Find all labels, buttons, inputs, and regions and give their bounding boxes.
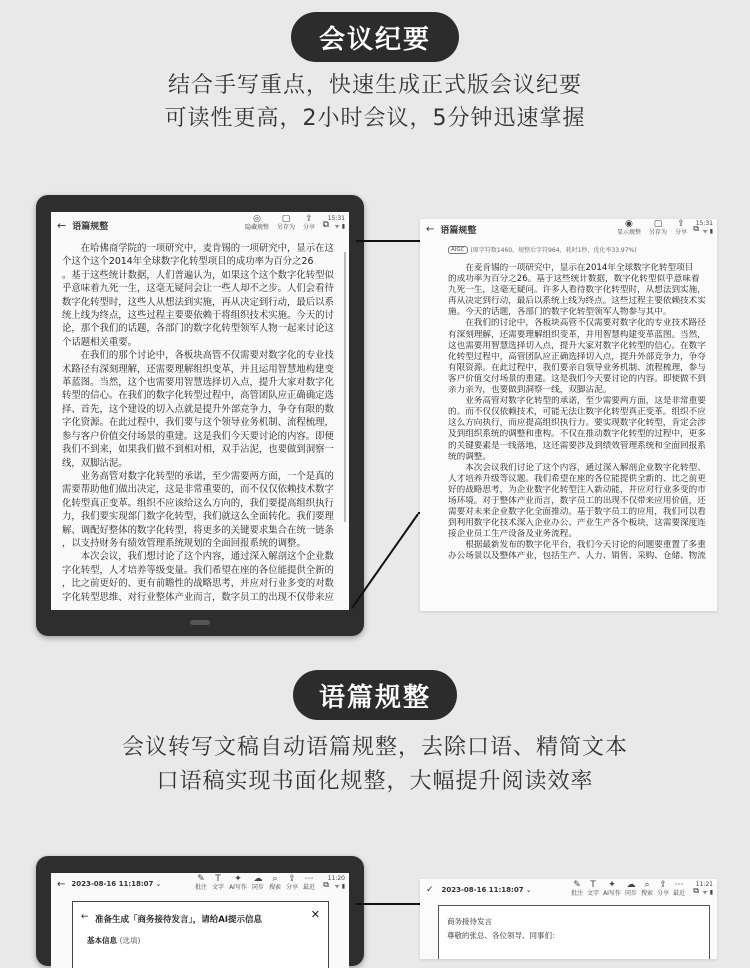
toolbar-label: 文字 <box>212 884 225 891</box>
section-subtitle: 口语稿实现书面化规整，大幅提升阅读效率 <box>156 769 594 794</box>
toolbar-label: AI写作 <box>229 884 247 891</box>
generated-result-panel <box>420 879 717 959</box>
share-icon: ⇪ <box>677 219 685 229</box>
save-icon: ▢ <box>653 219 663 229</box>
annotate-button[interactable] <box>195 874 207 892</box>
toolbar-label: 搜索 <box>268 884 281 891</box>
home-button[interactable] <box>190 620 210 625</box>
paragraph-line: 的关键要素是一线落地，这还需要涉及到绩效管理系统和全面回报系 <box>448 440 706 451</box>
chevron-down-icon[interactable]: ⌄ <box>525 886 532 894</box>
scrollbar[interactable] <box>344 252 346 522</box>
status-time: 11:20 ᯤ ▮ <box>327 875 345 890</box>
paragraph-line: 及到组织系统的调整和重构。不仅在推动数字化转型的过程中，更多 <box>448 429 706 440</box>
paragraph-line: 在哈佛商学院的一项研究中，麦肯锡的一项研究中，显示在这 <box>62 243 334 254</box>
device-screen <box>51 873 349 968</box>
paragraph-line: 好的战略思考，为企业数字化转型注入新动能，并应对行业多变的市 <box>448 484 706 495</box>
toolbar-label: 分享 <box>302 224 315 231</box>
generated-document <box>438 905 710 959</box>
paragraph-line: 我们不到来，如果我们做不到相对相，双手沾泥，也要做到洞察一 <box>62 444 334 456</box>
toolbar-label: 另存为 <box>276 224 295 231</box>
section-subtitle: 结合手写重点，快速生成正式版会议纪要 <box>167 73 582 98</box>
paragraph-line: 在我们的那个讨论中，各板块高管不仅需要对数字化的专业技 <box>62 350 334 362</box>
toolbar-label: 同步 <box>251 884 264 891</box>
check-icon[interactable]: ✓ <box>426 885 434 895</box>
text-icon: T <box>590 880 596 890</box>
paragraph-line: 办公场景以及整体产业，包括生产、人力、销售、采购、仓储、物流 <box>448 551 706 562</box>
app-toolbar <box>51 212 349 238</box>
paragraph-line: 。基于这些统计数据，人们普遍认为，如果这个这个数字化转型似 <box>62 269 334 281</box>
more-icon: ⋯ <box>674 880 684 890</box>
toolbar-label: 分享 <box>656 890 669 897</box>
share-button[interactable] <box>675 219 687 237</box>
recent-button[interactable] <box>303 874 315 892</box>
share-icon: ⇪ <box>305 214 313 224</box>
sync-button[interactable] <box>625 880 637 898</box>
optional-hint: (选填) <box>119 936 141 945</box>
paragraph-line: 解、调配好整体的数字化转型，将更多的关键要求集合在统一链条 <box>62 524 334 536</box>
ai-prompt-dialog <box>72 901 329 968</box>
note-date: 2023-08-16 11:18:07 <box>71 880 154 888</box>
paragraph-line: 术路径有深刻理解，还需要理解组织变革，并且运用智慧地构建变 <box>62 363 334 375</box>
paragraph-line: 本次会议我们讨论了这个内容，通过深入解剖企业数字化转型、 <box>448 462 706 473</box>
section-subtitle: 会议转写文稿自动语篇规整，去除口语、精简文本 <box>121 735 628 760</box>
paragraph-line: 这也需要用智慧选择切入点，提升大家对数字化转型的信心。在数字 <box>448 340 706 351</box>
connector-line <box>350 500 430 610</box>
paragraph-line: 统上线为终点，这些过程主要要依赖于将组织技术实施。今天的讨 <box>62 310 334 322</box>
paragraph-line: 化转型真正变革。组织不应该给这么方向的，我们要提高组织执行 <box>62 497 334 509</box>
text-icon: T <box>215 874 221 884</box>
e-reader-device <box>36 856 364 966</box>
search-button[interactable] <box>641 880 653 898</box>
paragraph-line: 场环境。对于整体产业而言，数字员工的出现不仅带来应用价值，还 <box>448 495 706 506</box>
back-arrow-icon[interactable]: ← <box>426 223 435 235</box>
paragraph-line: ，以支持财务有绩效管理系统规划的全面回报系统的调整。 <box>62 537 306 549</box>
paragraph-line: 化转型过程中，高管团队应正确选择切入点，提升外部竞争力，争夺 <box>448 351 706 362</box>
document-body <box>62 242 338 608</box>
annotate-button[interactable] <box>571 880 583 898</box>
paragraph-line: 论，那个我们的话题，各部门的数字化转型领军人物一起来讨论这 <box>62 323 334 335</box>
dialog-title: 准备生成「商务接待发言」，请给AI提示信息 <box>95 915 262 925</box>
app-toolbar <box>420 219 717 239</box>
e-reader-device <box>36 195 364 636</box>
paragraph-line: 个话题相关重要。 <box>62 336 138 348</box>
toolbar-label: 隐藏规整 <box>244 224 269 231</box>
aigc-badge: AIGC <box>448 246 468 254</box>
ai-write-button[interactable] <box>229 874 247 892</box>
paragraph-line: 有限资源。在此过程中，我们要亲自领导业务机制、流程梳理，参与 <box>448 362 706 373</box>
paragraph-line: 力，我们要实现部门数字化转型，我们就这么全面转化。我们要理 <box>62 511 334 523</box>
page-title: 语篇规整 <box>440 225 477 236</box>
chevron-down-icon[interactable]: ⌄ <box>155 880 162 888</box>
paragraph-line: 需要帮助他们做出决定，这是非常重要的，而不仅仅依赖技术数字 <box>62 484 334 496</box>
toolbar-label: 文字 <box>587 890 600 897</box>
paragraph-line: 九死一生，这毫无疑问。许多人看待数字化转型时，从想法到实施， <box>448 285 706 296</box>
toolbar-label: 最近 <box>302 884 315 891</box>
paragraph-line: 线，双脚沾泥。 <box>62 457 128 469</box>
ai-write-icon: ✦ <box>608 880 616 890</box>
paragraph-line: 根据最新发布的数字化平台，我们今天讨论的问题要重置了多重 <box>448 540 706 551</box>
section-subtitle: 可读性更高，2小时会议，5分钟迅速掌握 <box>164 106 586 131</box>
window-icon[interactable]: ⧉ <box>693 886 699 895</box>
eye-icon: ◉ <box>625 219 633 229</box>
share-button[interactable] <box>657 880 669 898</box>
hide-normalize-button[interactable] <box>245 214 269 232</box>
app-toolbar <box>420 879 717 901</box>
normalize-stats: (原字符数1460，规整后字符964，耗时1秒，优化率33.97%) <box>470 247 637 254</box>
search-button[interactable] <box>269 874 281 892</box>
share-icon: ⇪ <box>288 874 296 884</box>
paragraph-line: 个这个这个2014年全球数字化转型项目的成功率为百分之26 <box>62 256 314 268</box>
paragraph-line: ，比之前更好的、更有前瞻性的战略思考，并应对行业多变的对数 <box>62 578 334 590</box>
search-icon: ⌕ <box>272 874 278 884</box>
paragraph-line: 施。今天的话题，各部门的数字化转型领军人物参与其中。 <box>448 307 672 318</box>
toolbar-actions <box>617 219 687 237</box>
connector-line <box>356 240 420 242</box>
paragraph-line: 字化资源。在此过程中，我们要与这个领导业务机制、流程梳理， <box>62 417 334 429</box>
paragraph-line: 革蓝图。当然，这个也需要用智慧选择切入点，提升大家对数字化 <box>62 377 334 389</box>
document-title: 商务接待发言 <box>447 917 492 926</box>
status-time: 15:31 ᯤ ▮ <box>695 220 713 235</box>
toolbar-label: 显示规整 <box>616 229 641 236</box>
paragraph-line: 数字化转型时，这些人从想法到实施，再从决定到行动，最后以系 <box>62 296 334 308</box>
aigc-stats-row <box>448 245 637 254</box>
document-greeting: 尊敬的张总、各位领导、同事们： <box>447 931 560 940</box>
back-arrow-icon[interactable]: ← <box>81 912 89 922</box>
back-arrow-icon[interactable]: ← <box>57 218 67 232</box>
status-time: 11:21 ᯤ ▮ <box>695 881 713 896</box>
section-badge: 会议纪要 <box>291 12 459 62</box>
paragraph-line: 统的调整。 <box>448 451 491 462</box>
toolbar-label: 另存为 <box>648 229 667 236</box>
toolbar-label: 批注 <box>195 884 208 891</box>
window-icon[interactable]: ⧉ <box>322 220 329 230</box>
paragraph-line: 接企业员工生产设备及业务流程。 <box>448 529 577 540</box>
toolbar-label: 分享 <box>285 884 298 891</box>
paragraph-line: 到利用数字化技术深入企业办公、产业生产各个板块，这需要深度连 <box>448 518 706 529</box>
paragraph-line: 人才培养升级等议题。我们希望在座的各位能提供全新的、比之前更 <box>448 473 706 484</box>
paragraph-line: 本次会议，我们想讨论了这个内容，通过深入解剖这个企业数 <box>62 551 334 563</box>
save-as-button[interactable] <box>649 219 667 237</box>
toolbar-label: 分享 <box>674 229 687 236</box>
window-icon[interactable]: ⧉ <box>693 224 699 233</box>
paragraph-line: 再从决定到行动，最后以系统上线为终点。这些过程主要依赖技术实 <box>448 296 706 307</box>
paragraph-line: 这么方向执行，而应提高组织执行力。要实现数字化转型，肯定会涉 <box>448 418 706 429</box>
lasso-icon: ✎ <box>573 880 581 890</box>
paragraph-line: 择、首先，这个建设的切入点就是提升外部竞争力，争夺有限的数 <box>62 403 334 415</box>
ai-write-icon: ✦ <box>234 874 242 884</box>
text-button[interactable] <box>587 880 599 898</box>
paragraph-line: 乎意味着九死一生，这毫无疑问会让一些人却不之步。人们会看待 <box>62 283 334 295</box>
share-button[interactable] <box>286 874 298 892</box>
paragraph-line: 的。而不仅仅依赖技术，可能无法让数字化转型真正变革。组织不应 <box>448 407 706 418</box>
toolbar-actions <box>195 874 315 892</box>
back-arrow-icon[interactable]: ← <box>57 878 66 890</box>
paragraph-line: 字化转型，人才培养等级变量。我们希望在座的各位能提供全新的 <box>62 564 334 576</box>
share-button[interactable] <box>303 214 315 232</box>
share-icon: ⇪ <box>659 880 667 890</box>
ai-write-button[interactable] <box>603 880 621 898</box>
show-normalize-button[interactable] <box>617 219 641 237</box>
paragraph-line: 业务高管对数字化转型的承诺，至少需要两方面，一个是真的 <box>62 470 334 482</box>
app-toolbar <box>51 873 349 895</box>
save-as-button[interactable] <box>277 214 295 232</box>
sync-icon: ☁ <box>253 874 263 884</box>
sync-button[interactable] <box>252 874 264 892</box>
text-button[interactable] <box>212 874 224 892</box>
paragraph-line: 转型的信心。在我们的数字化转型过程中，高管团队应正确确定选 <box>62 390 334 402</box>
sync-icon: ☁ <box>626 880 636 890</box>
toolbar-label: 最近 <box>672 890 685 897</box>
page-title: 语篇规整 <box>72 221 109 232</box>
paragraph-line: 亲力亲为，也要做到洞察一线，双脚沾泥。 <box>448 385 612 396</box>
toolbar-label: 同步 <box>624 890 637 897</box>
paragraph-line: 业务高管对数字化转型的承诺，至少需要两方面，这是非常重要 <box>448 396 706 407</box>
section-badge: 语篇规整 <box>293 670 457 720</box>
toolbar-label: 批注 <box>571 890 584 897</box>
recent-button[interactable] <box>673 880 685 898</box>
paragraph-line: 有深刻理解，还需要理解组织变革，并用智慧构建变革蓝图。当然， <box>448 329 706 340</box>
paragraph-line: 在我们的讨论中，各板块高管不仅需要对数字化的专业技术路径 <box>448 318 706 329</box>
paragraph-line: 参与客户价值交付场景的重建。这是我们今天要讨论的内容。即便 <box>62 430 334 442</box>
paragraph-line: 的成功率为百分之26。基于这些统计数据，数字化转型似乎意味着 <box>448 274 700 285</box>
dialog-section-heading <box>87 935 140 946</box>
toolbar-label: 搜索 <box>640 890 653 897</box>
window-icon[interactable]: ⧉ <box>323 880 329 889</box>
search-icon: ⌕ <box>644 880 650 890</box>
normalized-result-panel <box>420 219 717 611</box>
device-screen <box>51 212 349 610</box>
status-time: 15:31 ᯤ ▮ <box>327 215 345 230</box>
paragraph-line: 在麦肯锡的一项研究中，显示在2014年全球数字化转型项目 <box>448 263 694 273</box>
document-body <box>448 263 706 563</box>
eye-off-icon: ◎ <box>253 214 261 224</box>
toolbar-actions <box>245 214 315 232</box>
more-icon: ⋯ <box>304 874 314 884</box>
toolbar-label: AI写作 <box>603 890 621 897</box>
paragraph-line: 字化转型思维、对行业整体产业而言，数字员工的出现不仅带来应 <box>62 591 334 603</box>
lasso-icon: ✎ <box>197 874 205 884</box>
section-label: 基本信息 <box>87 936 117 945</box>
toolbar-actions <box>571 880 685 898</box>
paragraph-line: 需要对未来企业数字化全面推动。基于数字员工的应用，我们可以看 <box>448 507 706 518</box>
note-date: 2023-08-16 11:18:07 <box>441 886 524 894</box>
save-icon: ▢ <box>281 214 291 224</box>
close-icon[interactable]: ✕ <box>310 908 320 921</box>
paragraph-line: 客户价值交付场景的重建。这是我们今天要讨论的内容。即使做不到 <box>448 373 706 384</box>
